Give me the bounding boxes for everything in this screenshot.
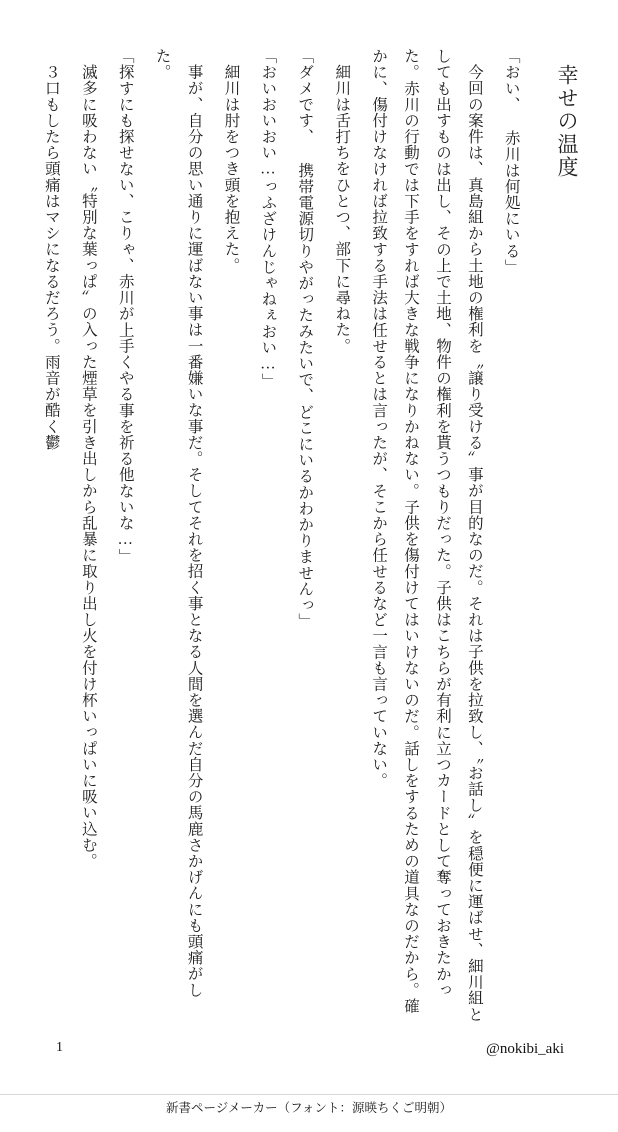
paragraph-line-6	[215, 48, 247, 1028]
paragraph-text: ３口もしたら頭痛はマシになるだろう。雨音が酷く鬱	[42, 63, 60, 450]
paragraph-line-9	[72, 48, 104, 1028]
paragraph-line-5	[251, 48, 283, 1028]
vertical-text-body	[30, 48, 588, 1028]
paragraph-text: 「おいおいおい…っふざけんじゃねぇおい…」	[259, 48, 277, 390]
paragraph-line-1	[495, 48, 527, 1028]
paragraph-text: 滅多に吸わない〝特別な葉っぱ〟の入った煙草を引き出しから乱暴に取り出し火を付け杯いっぱいに吸い込む。	[79, 63, 97, 869]
paragraph-line-10	[35, 48, 67, 1028]
paragraph-line-3	[325, 48, 357, 1028]
paragraph-line-4	[288, 48, 320, 1028]
paragraph-line-7	[146, 48, 210, 1028]
paragraph-text: 「おい、 赤川は何処にいる」	[502, 48, 520, 275]
paragraph-line-2	[362, 48, 490, 1028]
paragraph-text: 「探すにも探せない、こりゃ、赤川が上手くやる事を祈る他ないな…」	[116, 48, 134, 565]
paragraph-text: 「ダメです、 携帯電源切りやがったみたいで、どこにいるかわかりませんっ」	[296, 48, 314, 630]
paragraph-text: 細川は舌打ちをひとつ、部下に尋ねた。	[333, 63, 351, 354]
paragraph-text: 細川は肘をつき頭を抱えた。	[222, 63, 240, 273]
paragraph-line-8	[109, 48, 141, 1028]
page-title: 幸せの温度	[555, 64, 579, 179]
page-number: 1	[56, 1040, 63, 1055]
paragraph-text: 事が、自分の思い通りに運ばない事は一番嫌いな事だ。そしてそれを招く事となる人間を選んだ自分の馬鹿さかげんにも頭痛がした。	[153, 48, 203, 998]
author-handle: @nokibi_aki	[486, 1041, 564, 1057]
paragraph-text: 今回の案件は、真島組から土地の権利を〝譲り受ける〟事が目的なのだ。それは子供を拉致し、〝お話し〟を穏便に運ばせ、細川組としても出すものは出し、その上で土地、物件の権利を貰うつもりだった。子供はこちらが有利に立つカードとして奪っておきたかった。赤川の行動では下手をすれば大きな戦争になりかねない。子供を傷付けてはいけないのだ。話しをするための道具なのだから。確かに、傷付けなければ拉致する手法は任せるとは言ったが、そこから任せるなど一言も言っていない。	[370, 48, 483, 1022]
generator-caption: 新書ページメーカー（フォント：源暎ちくご明朝）	[165, 1101, 452, 1115]
